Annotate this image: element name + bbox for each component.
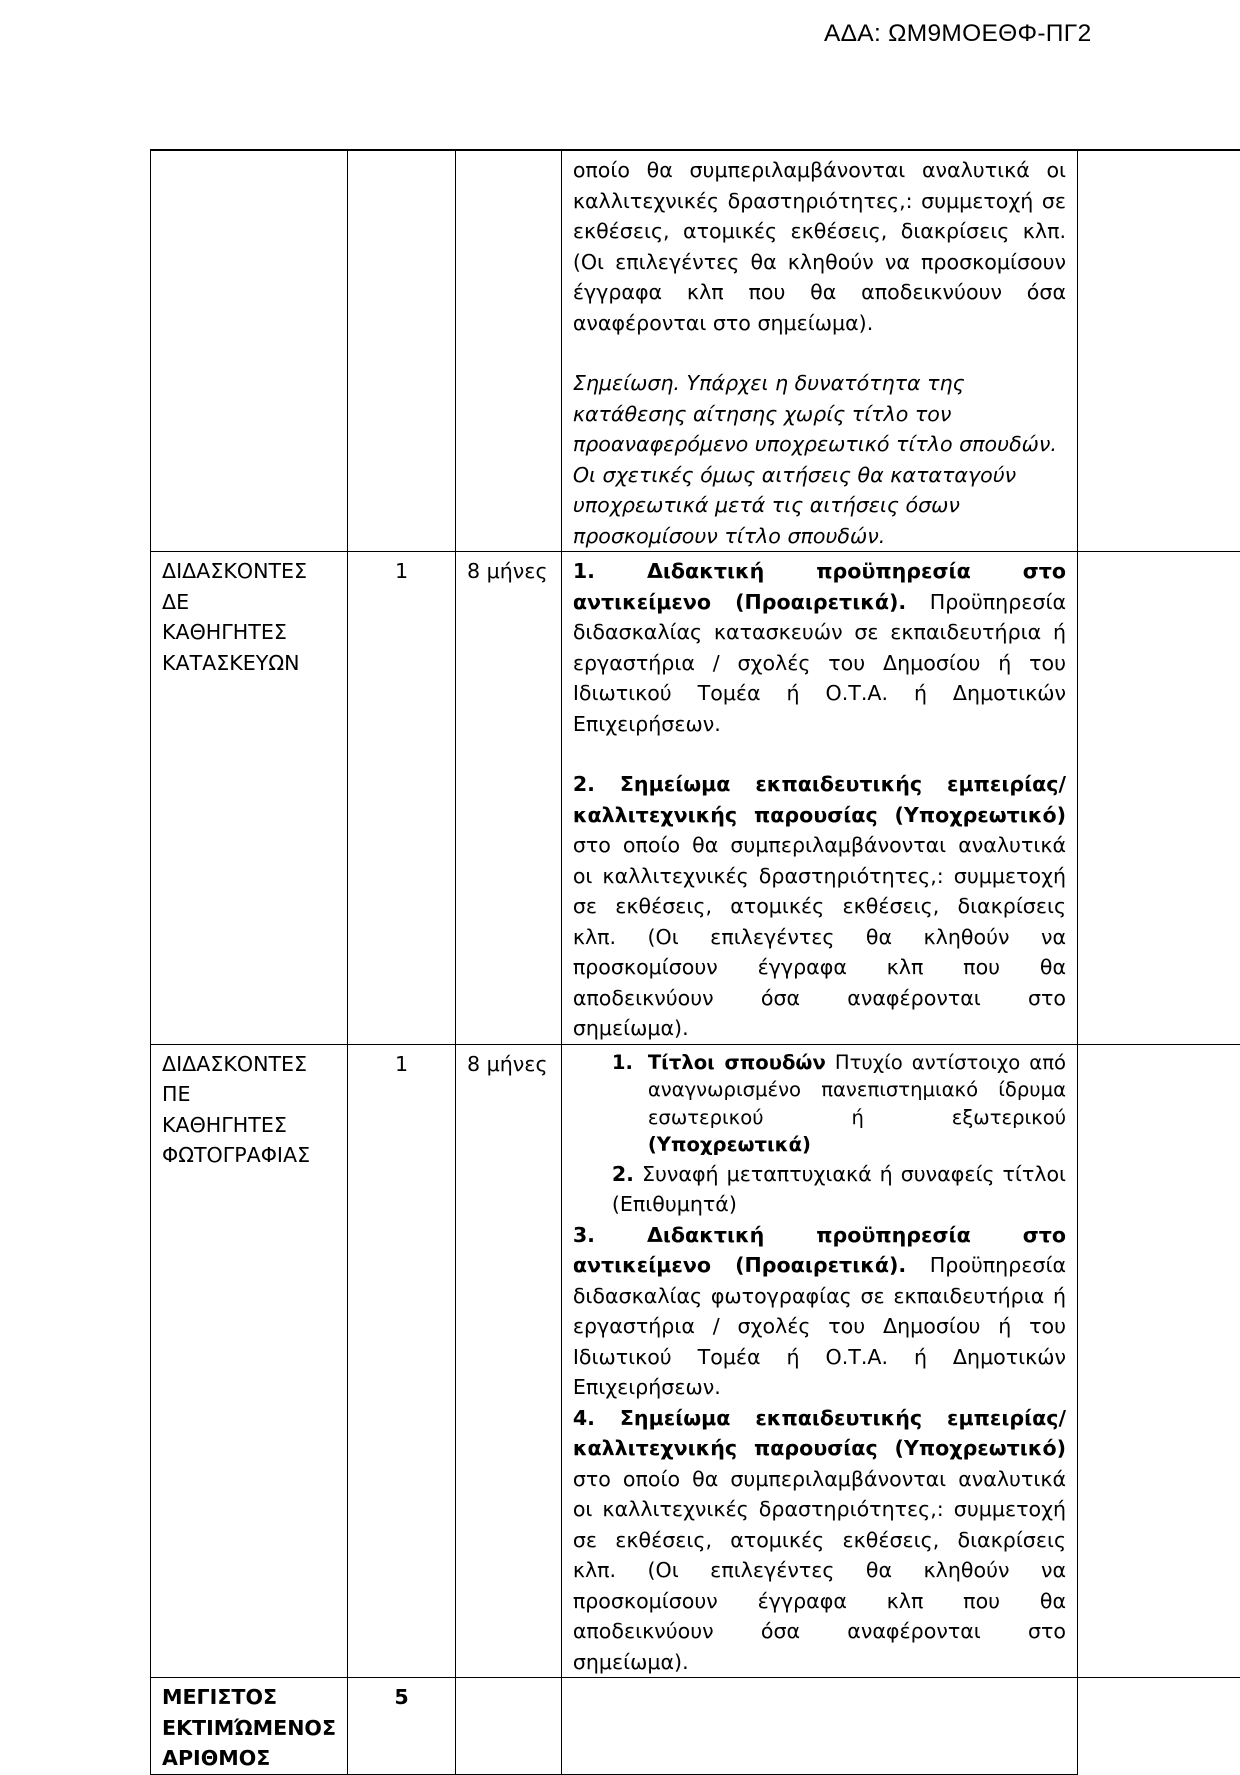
position-line: ΕΚΤΙΜΏΜΕΝΟΣ [162, 1713, 336, 1744]
extra-cell [1078, 552, 1240, 1045]
extra-cell [1078, 1044, 1240, 1678]
requirement-item [573, 1049, 1066, 1159]
requirement-text: Προϋπηρεσία διδασκαλίας κατασκευών σε εκπαιδευτήρια ή εργαστήρια / σχολές του Δημοσίου ή του Ιδιωτικού Τομέα ή Ο.Τ.Α. ή Δημοτικών Επιχειρήσεων. [573, 590, 1066, 736]
position-line: ΔΕ [162, 587, 336, 618]
position-cell [151, 1044, 348, 1678]
position-line: ΔΙΔΑΣΚΟΝΤΕΣ [162, 1049, 336, 1080]
count-cell: 1 [348, 552, 456, 1045]
extra-cell [1078, 150, 1240, 552]
table-row [151, 552, 1240, 1045]
ada-code: ΑΔΑ: ΩΜ9ΜΟΕΘΦ-ΠΓ2 [824, 20, 1092, 48]
requirement-text: Συναφή μεταπτυχιακά ή συναφείς τίτλοι (Επιθυμητά) [612, 1162, 1066, 1217]
requirements-cell [561, 1678, 1077, 1775]
duration-cell: 8 μήνες [456, 1044, 562, 1678]
position-cell [151, 1678, 348, 1775]
position-cell [151, 150, 348, 552]
requirement-text: στο οποίο θα συμπεριλαμβάνονται αναλυτικά οι καλλιτεχνικές δραστηριότητες,: συμμετοχή σε εκθέσεις, ατομικές εκθέσεις, διακρίσεις κλπ. (Οι επιλεγέντες θα κληθούν να προσκομίσουν έγγραφα κλπ που θα αποδεικνύουν όσα αναφέρονται στο σημείωμα). [573, 833, 1066, 1040]
requirement-title: 1. Διδακτική προϋπηρεσία στο αντικείμενο (Προαιρετικά). [573, 559, 1066, 614]
positions-table [150, 149, 1240, 1775]
table-row [151, 1044, 1240, 1678]
requirement-title: 2. Σημείωμα εκπαιδευτικής εμπειρίας/ καλλιτεχνικής παρουσίας (Υποχρεωτικό) [573, 772, 1066, 827]
requirement-text: Προϋπηρεσία διδασκαλίας φωτογραφίας σε εκπαιδευτήρια ή εργαστήρια / σχολές του Δημοσίου ή του Ιδιωτικού Τομέα ή Ο.Τ.Α. ή Δημοτικών Επιχειρήσεων. [573, 1253, 1066, 1399]
requirement-text: Πτυχίο αντίστοιχο από αναγνωρισμένο πανεπιστημιακό ίδρυμα εσωτερικού ή εξωτερικού [648, 1051, 1066, 1129]
requirement-number: 2. [612, 1162, 634, 1186]
requirements-cell [561, 150, 1077, 552]
duration-cell [456, 150, 562, 552]
requirement-flag: (Υποχρεωτικά) [648, 1133, 811, 1156]
position-line: ΚΑΘΗΓΗΤΕΣ [162, 1110, 336, 1141]
position-line: ΚΑΤΑΣΚΕΥΩΝ [162, 648, 336, 679]
position-line: ΠΕ [162, 1079, 336, 1110]
requirement-text: στο οποίο θα συμπεριλαμβάνονται αναλυτικά οι καλλιτεχνικές δραστηριότητες,: συμμετοχή σε εκθέσεις, ατομικές εκθέσεις, διακρίσεις κλπ. (Οι επιλεγέντες θα κληθούν να προσκομίσουν έγγραφα κλπ που θα αποδεικνύουν όσα αναφέρονται στο σημείωμα). [573, 1467, 1066, 1674]
requirement-item [573, 1159, 1066, 1220]
requirement-title: 4. Σημείωμα εκπαιδευτικής εμπειρίας/ καλλιτεχνικής παρουσίας (Υποχρεωτικό) [573, 1406, 1066, 1461]
position-cell [151, 552, 348, 1045]
requirement-title: Τίτλοι σπουδών [648, 1051, 826, 1074]
position-line: ΔΙΔΑΣΚΟΝΤΕΣ [162, 556, 336, 587]
requirement-item [573, 769, 1066, 1044]
table-row [151, 150, 1240, 552]
requirements-cell [561, 1044, 1077, 1678]
duration-cell [456, 1678, 562, 1775]
requirement-note: Σημείωση. Υπάρχει η δυνατότητα της κατάθεσης αίτησης χωρίς τίτλο τον προαναφερόμενο υποχρεωτικό τίτλο σπουδών. Οι σχετικές όμως αιτήσεις θα καταταγούν υποχρεωτικά μετά τις αιτήσεις όσων προσκομίσουν τίτλο σπουδών. [573, 368, 1066, 551]
count-cell: 5 [348, 1678, 456, 1775]
count-cell [348, 150, 456, 552]
position-line: ΚΑΘΗΓΗΤΕΣ [162, 617, 336, 648]
requirement-text: οποίο θα συμπεριλαμβάνονται αναλυτικά οι καλλιτεχνικές δραστηριότητες,: συμμετοχή σε εκθέσεις, ατομικές εκθέσεις, διακρίσεις κλπ. (Οι επιλεγέντες θα κληθούν να προσκομίσουν έγγραφα κλπ που θα αποδεικνύουν όσα αναφέρονται στο σημείωμα). [573, 155, 1066, 338]
duration-cell: 8 μήνες [456, 552, 562, 1045]
requirement-item [573, 1403, 1066, 1678]
requirement-item [573, 556, 1066, 739]
extra-cell [1078, 1678, 1240, 1775]
position-line: ΜΕΓΙΣΤΟΣ [162, 1682, 336, 1713]
requirement-item [573, 1220, 1066, 1403]
requirements-cell [561, 552, 1077, 1045]
requirement-title: 3. Διδακτική προϋπηρεσία στο αντικείμενο (Προαιρετικά). [573, 1223, 1066, 1278]
count-cell: 1 [348, 1044, 456, 1678]
position-line: ΑΡΙΘΜΟΣ [162, 1743, 336, 1774]
table-row [151, 1678, 1240, 1775]
requirement-number: 1. [612, 1049, 648, 1077]
position-line: ΦΩΤΟΓΡΑΦΙΑΣ [162, 1140, 336, 1171]
